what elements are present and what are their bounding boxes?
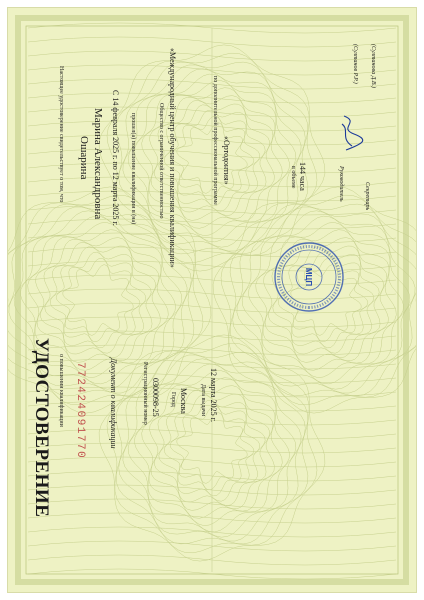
volume-value: 144 часа [298, 162, 307, 191]
rotated-content [8, 8, 416, 592]
city-label: Город [170, 392, 176, 407]
document-subtitle: о повышении квалификации [58, 354, 64, 427]
document-title: УДОСТОВЕРЕНИЕ [31, 338, 52, 518]
head-label: Руководитель [338, 166, 344, 202]
secretary-name: (Султанова Д.В.) [370, 44, 376, 89]
org-line-1: Общество с ограниченной ответственностью [158, 103, 164, 219]
document-kind: Документ о квалификации [109, 358, 118, 449]
program-name: «Ортодонтия» [222, 136, 231, 185]
reg-label: Регистрационный номер [142, 362, 148, 425]
stamp-text: МЦП [304, 267, 313, 287]
training-period: С 14 февраля 2025 г. по 12 марта 2025 г. [111, 90, 120, 226]
holder-surname: Ошарина [78, 136, 90, 180]
date-value: 12 марта 2025 г. [209, 368, 218, 422]
program-intro: по дополнительной профессиональной программе [212, 76, 218, 205]
volume-label: в объеме [290, 166, 296, 189]
passed-text: прошел(а) повышение квалификации в (на) [130, 113, 136, 225]
serial-number: 772424091770 [74, 362, 86, 460]
head-name: (Султанов Р.Р.) [352, 44, 358, 84]
certificate-sheet [8, 8, 416, 592]
date-label: Дата выдачи [200, 384, 206, 417]
official-stamp [272, 240, 346, 314]
secretary-label: Секретарь [364, 182, 370, 211]
reg-number: 0300098-25 [151, 378, 160, 417]
head-signature [336, 114, 364, 154]
intro-text: Настоящее удостоверение свидетельствует о том, что [58, 66, 64, 203]
holder-name: Марина Александровна [92, 108, 104, 220]
city-value: Москва [179, 388, 188, 414]
org-line-2: «Международный центр обучения и повышения квалификации» [168, 48, 177, 268]
